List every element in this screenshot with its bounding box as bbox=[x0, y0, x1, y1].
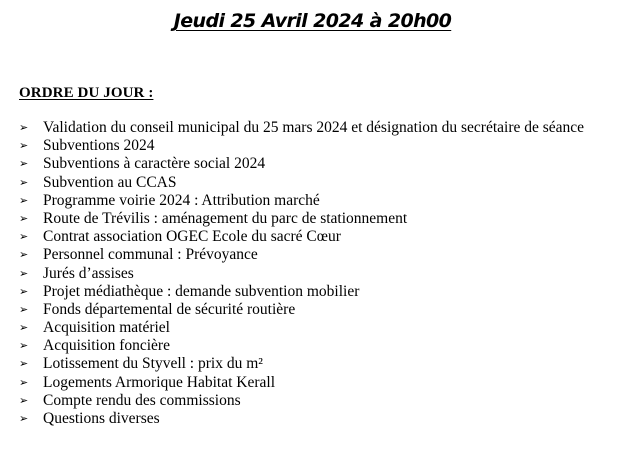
agenda-item-text: Lotissement du Styvell : prix du m² bbox=[43, 355, 263, 373]
agenda-item-text: Compte rendu des commissions bbox=[43, 391, 241, 409]
agenda-item-text: Programme voirie 2024 : Attribution marché bbox=[43, 191, 320, 209]
agenda-item-text: Subventions à caractère social 2024 bbox=[43, 155, 266, 173]
meeting-date-title: Jeudi 25 Avril 2024 à 20h00 bbox=[173, 10, 452, 32]
agenda-item-text: Personnel communal : Prévoyance bbox=[43, 246, 258, 264]
agenda-item-text: Fonds départemental de sécurité routière bbox=[43, 300, 296, 318]
arrow-bullet-icon: ➢ bbox=[19, 175, 29, 189]
arrow-bullet-icon: ➢ bbox=[19, 375, 29, 389]
arrow-bullet-icon: ➢ bbox=[19, 230, 29, 244]
arrow-bullet-icon: ➢ bbox=[19, 339, 29, 353]
agenda-item-text: Validation du conseil municipal du 25 mars 2024 et désignation du secrétaire de séance bbox=[43, 119, 585, 136]
agenda-item-text: Acquisition foncière bbox=[43, 337, 170, 355]
arrow-bullet-icon: ➢ bbox=[19, 211, 29, 225]
agenda-item-text: Route de Trévilis : aménagement du parc de stationnement bbox=[43, 209, 408, 227]
agenda-item-text: Contrat association OGEC Ecole du sacré Cœur bbox=[43, 228, 341, 246]
arrow-bullet-icon: ➢ bbox=[19, 357, 29, 371]
agenda-heading: ORDRE DU JOUR : bbox=[19, 85, 154, 101]
arrow-bullet-icon: ➢ bbox=[19, 139, 29, 153]
arrow-bullet-icon: ➢ bbox=[19, 284, 29, 298]
agenda-item-text: Questions diverses bbox=[43, 410, 160, 427]
arrow-bullet-icon: ➢ bbox=[19, 121, 29, 134]
arrow-bullet-icon: ➢ bbox=[19, 412, 29, 425]
agenda-item-text: Jurés d’assises bbox=[43, 264, 134, 282]
agenda-item-text: Subventions 2024 bbox=[43, 137, 155, 155]
arrow-bullet-icon: ➢ bbox=[19, 193, 29, 207]
agenda-item-text: Projet médiathèque : demande subvention mobilier bbox=[43, 282, 360, 300]
agenda-item-text: Logements Armorique Habitat Kerall bbox=[43, 373, 276, 391]
agenda-item-text: Acquisition matériel bbox=[43, 319, 170, 337]
arrow-bullet-icon: ➢ bbox=[19, 302, 29, 316]
agenda-item-text: Subvention au CCAS bbox=[43, 173, 177, 191]
arrow-bullet-icon: ➢ bbox=[19, 266, 29, 280]
arrow-bullet-icon: ➢ bbox=[19, 248, 29, 262]
arrow-bullet-icon: ➢ bbox=[19, 393, 29, 407]
arrow-bullet-icon: ➢ bbox=[19, 157, 29, 171]
arrow-bullet-icon: ➢ bbox=[19, 321, 29, 335]
